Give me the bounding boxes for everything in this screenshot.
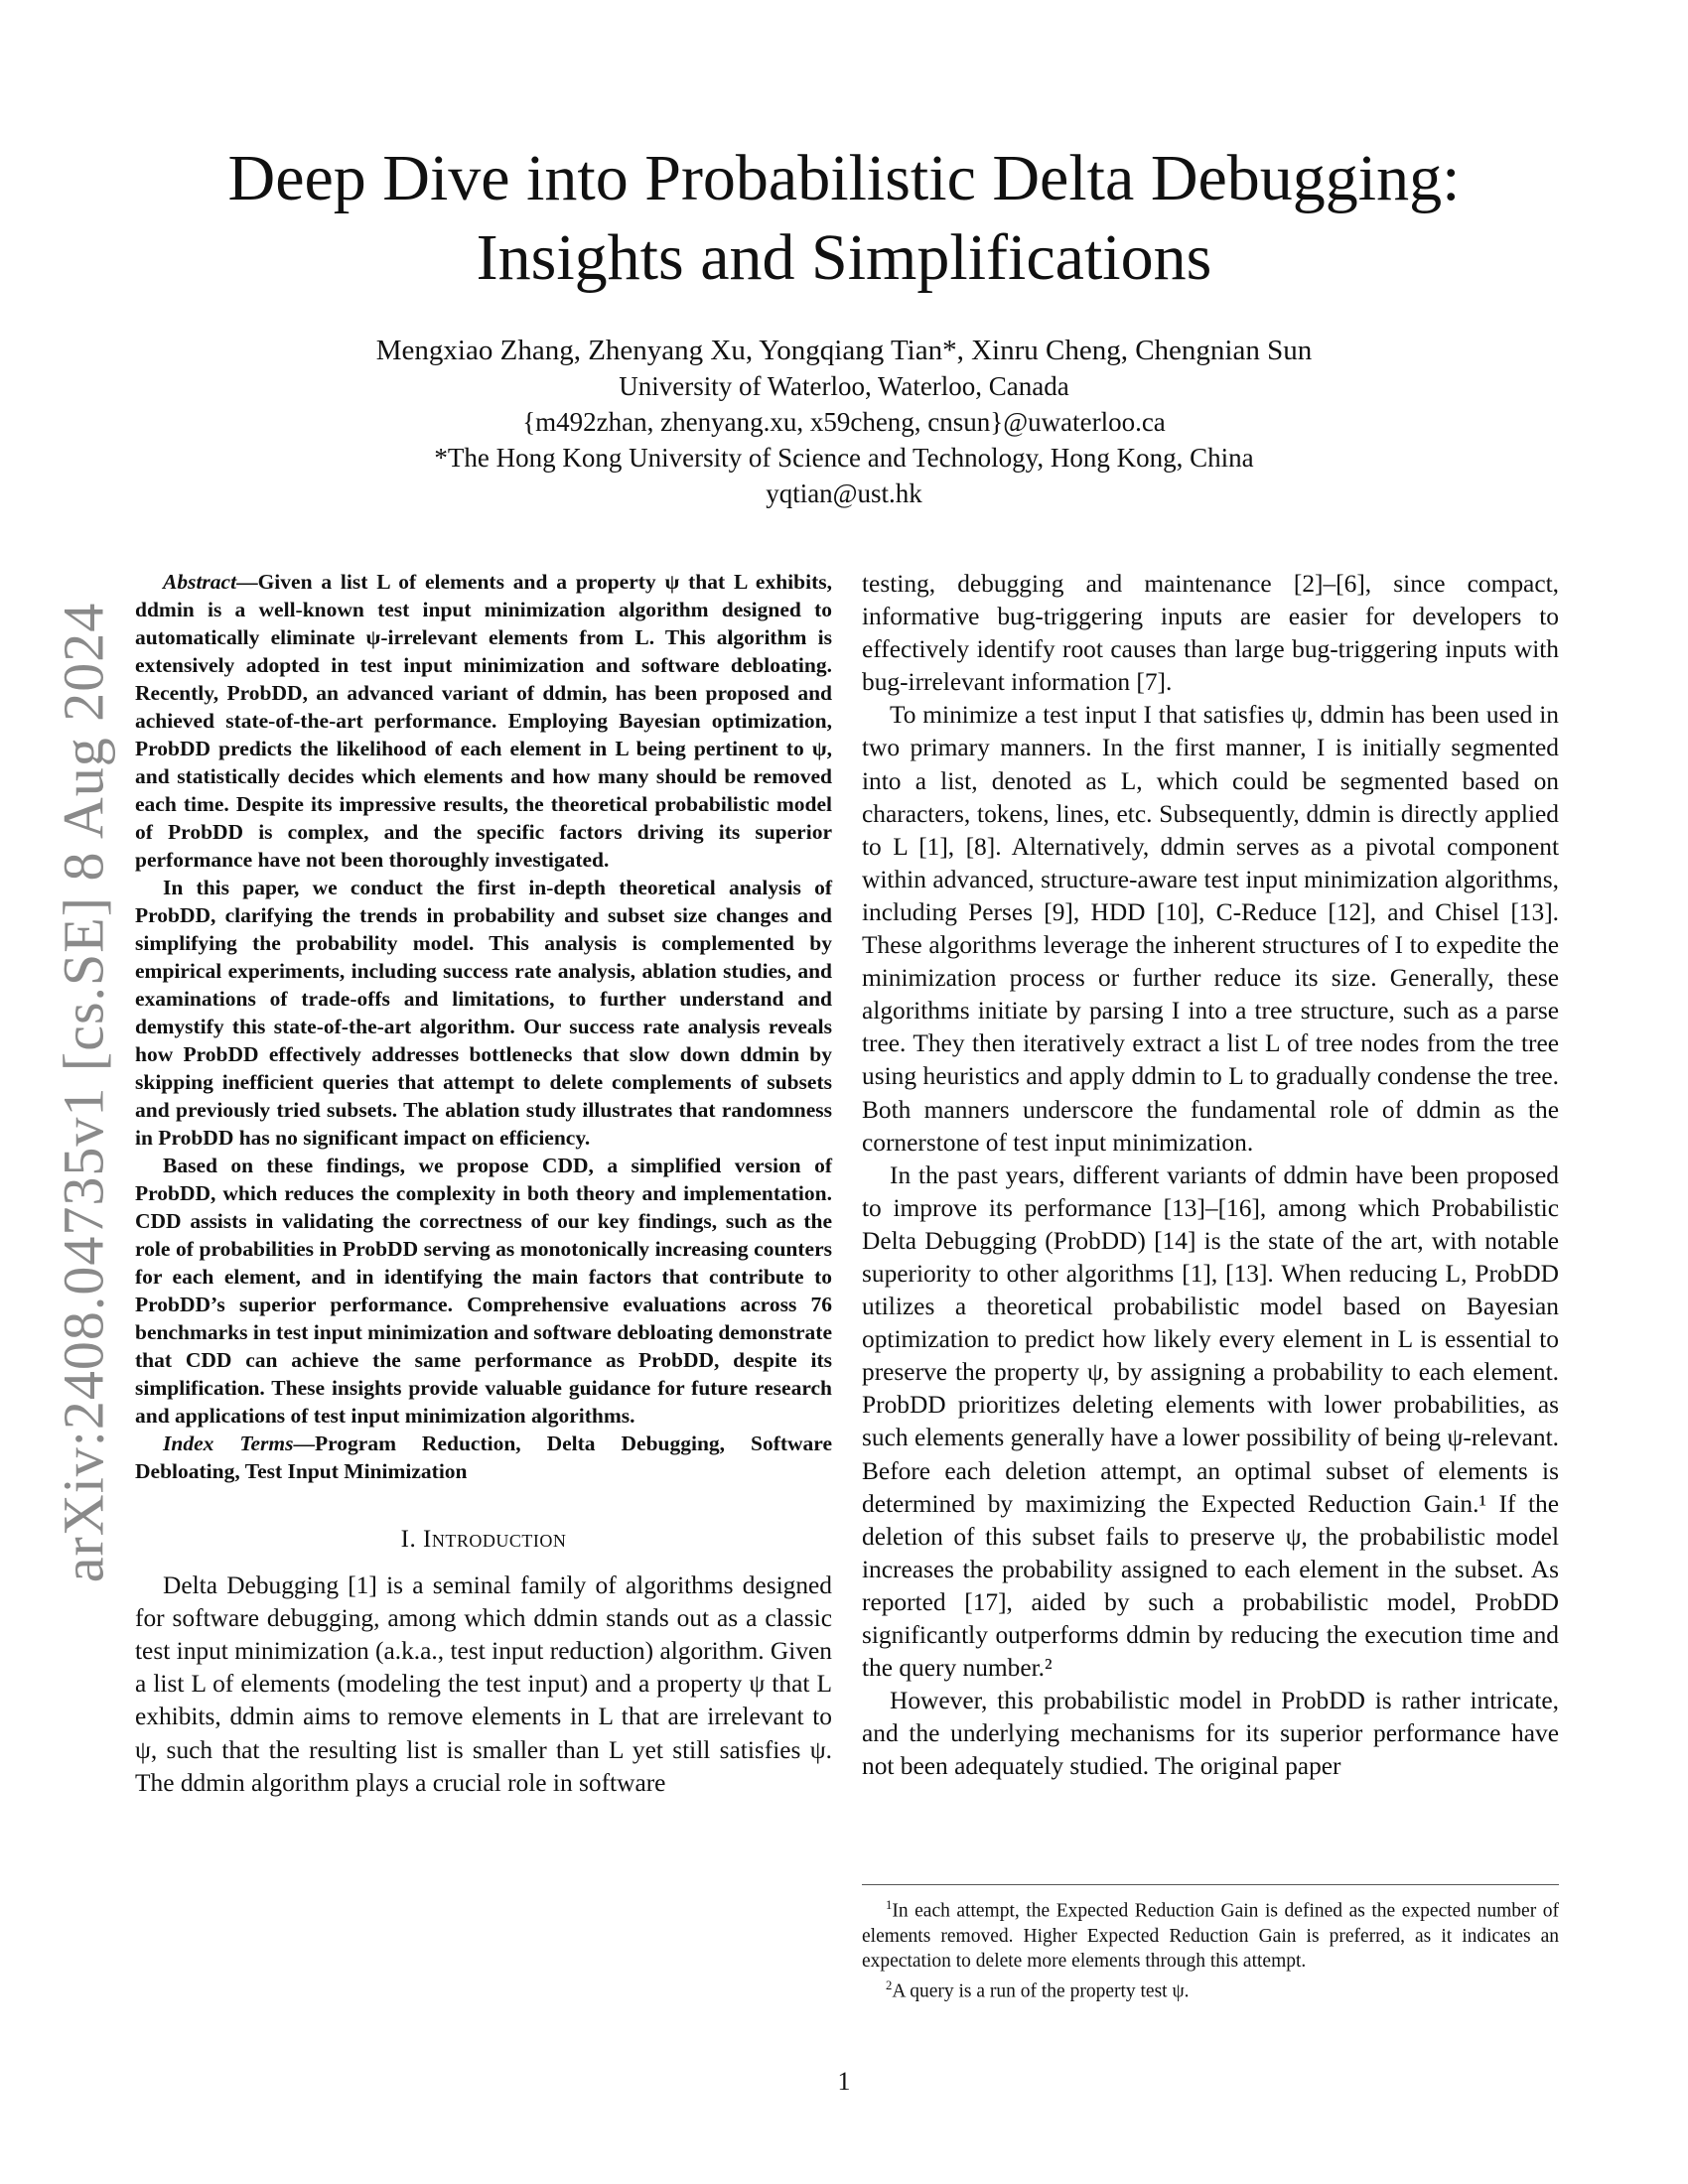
- email-2: yqtian@ust.hk: [766, 478, 922, 508]
- abstract-text-1: —Given a list L of elements and a property ψ that L exhibits, ddmin is a well-known test input minimization algorithm designed to automatically eliminate ψ-irrelevant elements from L. This algorithm is extensively adopted in test input minimization and software debloating. Recently, ProbDD, an advanced variant of ddmin, has been proposed and achieved state-of-the-art performance. Employing Bayesian optimization, ProbDD predicts the likelihood of each element in L being pertinent to ψ, and statistically decides which elements and how many should be removed each time. Despite its impressive results, the theoretical probabilistic model of ProbDD is complex, and the specific factors driving its superior performance have not been thoroughly investigated.: [135, 570, 832, 872]
- right-paragraph-3: However, this probabilistic model in ProbDD is rather intricate, and the underlying mechanisms for its superior performance have not been adequately studied. The original paper: [862, 1687, 1559, 1781]
- section-number: I.: [400, 1526, 423, 1553]
- paper-title: [149, 139, 1539, 298]
- right-paragraph-0: testing, debugging and maintenance [2]–[6], since compact, informative bug-triggering inputs are easier for developers to effectively identify root causes than large bug-triggering inputs with bug-irrelevant information [7].: [862, 570, 1559, 697]
- abstract-paragraph-1: [135, 568, 832, 874]
- footnote-1-text: In each attempt, the Expected Reduction Gain is defined as the expected number of elements removed. Higher Expected Reduction Gain is preferred, as it indicates an expectation to delete more elements through this attempt.: [862, 1900, 1559, 1972]
- footnote-2: [862, 1974, 1559, 2004]
- author-names: Mengxiao Zhang, Zhenyang Xu, Yongqiang Tian*, Xinru Cheng, Chengnian Sun: [375, 335, 1313, 366]
- title-line-1: Deep Dive into Probabilistic Delta Debugging:: [227, 142, 1461, 214]
- section-heading-introduction: [135, 1523, 832, 1556]
- arxiv-identifier: [28, 596, 139, 1588]
- footnote-2-text: A query is a run of the property test ψ.: [892, 1980, 1190, 2001]
- title-line-2: Insights and Simplifications: [476, 221, 1212, 294]
- intro-paragraph-1: Delta Debugging [1] is a seminal family of algorithms designed for software debugging, among which ddmin stands out as a classic test input minimization (a.k.a., test input reduction) algorithm. Given a list L of elements (modeling the test input) and a property ψ that L exhibits, ddmin aims to remove elements in L that are irrelevant to ψ, such that the resulting list is smaller than L yet still satisfies ψ. The ddmin algorithm plays a crucial role in software: [135, 1571, 832, 1797]
- abstract: [135, 568, 832, 1485]
- right-column: [862, 568, 1559, 1783]
- abstract-paragraph-2: In this paper, we conduct the first in-depth theoretical analysis of ProbDD, clarifying the trends in probability and subset size changes and simplifying the probability model. This analysis is complemented by empirical experiments, including success rate analysis, ablation studies, and examinations of trade-offs and limitations, to further understand and demystify this state-of-the-art algorithm. Our success rate analysis reveals how ProbDD effectively addresses bottlenecks that slow down ddmin by skipping inefficient queries that attempt to delete complements of subsets and previously tried subsets. The ablation study illustrates that randomness in ProbDD has no significant impact on efficiency.: [135, 876, 832, 1150]
- emails-1: {m492zhan, zhenyang.xu, x59cheng, cnsun}@uwaterloo.ca: [522, 407, 1166, 437]
- right-paragraph-1: To minimize a test input I that satisfies ψ, ddmin has been used in two primary manners. In the first manner, I is initially segmented into a list, denoted as L, which could be segmented based on characters, tokens, lines, etc. Subsequently, ddmin is directly applied to L [1], [8]. Alternatively, ddmin serves as a pivotal component within advanced, structure-aware test input minimization algorithms, including Perses [9], HDD [10], C-Reduce [12], and Chisel [13]. These algorithms leverage the inherent structures of I to expedite the minimization process or further reduce its size. Generally, these algorithms initiate by parsing I into a tree structure, such as a parse tree. They then iteratively extract a list L of tree nodes from the tree using heuristics and apply ddmin to L to gradually condense the tree. Both manners underscore the fundamental role of ddmin as the cornerstone of test input minimization.: [862, 701, 1559, 1157]
- section-title: Introduction: [423, 1526, 567, 1553]
- author-block: [149, 333, 1539, 511]
- affiliation-2: *The Hong Kong University of Science and Technology, Hong Kong, China: [434, 443, 1254, 473]
- right-paragraph-2: In the past years, different variants of ddmin have been proposed to improve its performance [13]–[16], among which Probabilistic Delta Debugging (ProbDD) [14] is the state of the art, with notable superiority to other algorithms [1], [13]. When reducing L, ProbDD utilizes a theoretical probabilistic model based on Bayesian optimization to predict how likely every element in L is essential to preserve the property ψ, by assigning a probability to each element. ProbDD prioritizes deleting elements with lower probabilities, as such elements generally have a lower possibility of being ψ-relevant. Before each deletion attempt, an optimal subset of elements is determined by maximizing the Expected Reduction Gain.¹ If the deletion of this subset fails to preserve ψ, the probabilistic model increases the probability assigned to each element in the subset. As reported [17], aided by such a probabilistic model, ProbDD significantly outperforms ddmin by reducing the execution time and the query number.²: [862, 1160, 1559, 1683]
- left-column: [135, 568, 832, 1800]
- affiliation-1: University of Waterloo, Waterloo, Canada: [619, 371, 1069, 401]
- abstract-label: Abstract: [163, 570, 237, 594]
- footnote-1-mark: 1: [886, 1898, 893, 1912]
- index-terms-label: Index Terms: [163, 1432, 294, 1455]
- page-number: 1: [837, 2067, 851, 2096]
- index-terms: [135, 1430, 832, 1485]
- index-terms-text: —Program Reduction, Delta Debugging, Software Debloating, Test Input Minimization: [135, 1432, 832, 1483]
- footnote-2-mark: 2: [886, 1978, 893, 1992]
- footnotes: [862, 1884, 1559, 2003]
- footnote-1: [862, 1893, 1559, 1974]
- abstract-paragraph-3: Based on these findings, we propose CDD, a simplified version of ProbDD, which reduces the complexity in both theory and implementation. CDD assists in validating the correctness of our key findings, such as the role of probabilities in ProbDD serving as monotonically increasing counters for each element, and in identifying the main factors that contribute to ProbDD’s superior performance. Comprehensive evaluations across 76 benchmarks in test input minimization and software debloating demonstrate that CDD can achieve the same performance as ProbDD, despite its simplification. These insights provide valuable guidance for future research and applications of test input minimization algorithms.: [135, 1154, 832, 1428]
- arxiv-id-text: arXiv:2408.04735v1 [cs.SE] 8 Aug 2024: [51, 602, 116, 1582]
